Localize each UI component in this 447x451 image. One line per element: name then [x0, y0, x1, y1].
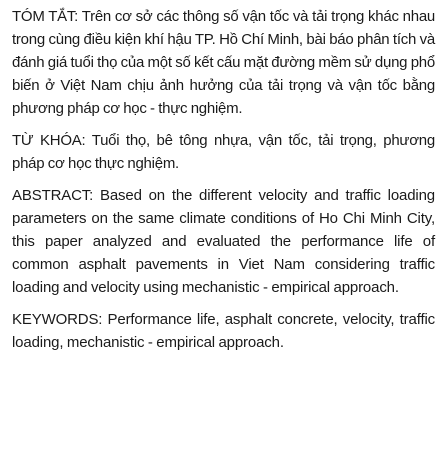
english-keywords-text: Performance life, asphalt concrete, velocity, traffic loading, mechanistic - empirical approach. — [12, 311, 435, 351]
english-keywords-label: KEYWORDS: — [12, 311, 103, 328]
vietnamese-abstract-label: TÓM TẮT: — [12, 8, 79, 25]
vietnamese-abstract — [12, 5, 435, 120]
abstract-section — [12, 5, 435, 363]
vietnamese-keywords-label: TỪ KHÓA: — [12, 132, 86, 149]
english-abstract-text: Based on the different velocity and traffic loading parameters on the same climate conditions of Ho Chi Minh City, this paper analyzed and evaluated the performance life of common asphalt pavements in Viet Nam considering traffic loading and velocity using mechanistic - empirical approach. — [12, 187, 435, 296]
vietnamese-abstract-text: Trên cơ sở các thông số vận tốc và tải trọng khác nhau trong cùng điều kiện khí hậu TP. Hồ Chí Minh, bài báo phân tích và đánh giá tuổi thọ của một số kết cấu mặt đường mềm sử dụng phổ biến ở Việt Nam chịu ảnh hưởng của tải trọng và vận tốc bằng phương pháp cơ học - thực nghiệm. — [12, 8, 436, 117]
vietnamese-keywords-text: Tuổi thọ, bê tông nhựa, vận tốc, tải trọng, phương pháp cơ học thực nghiệm. — [12, 132, 435, 172]
english-keywords — [12, 308, 435, 354]
english-abstract — [12, 184, 435, 299]
vietnamese-keywords — [12, 129, 435, 175]
english-abstract-label: ABSTRACT: — [12, 187, 94, 204]
